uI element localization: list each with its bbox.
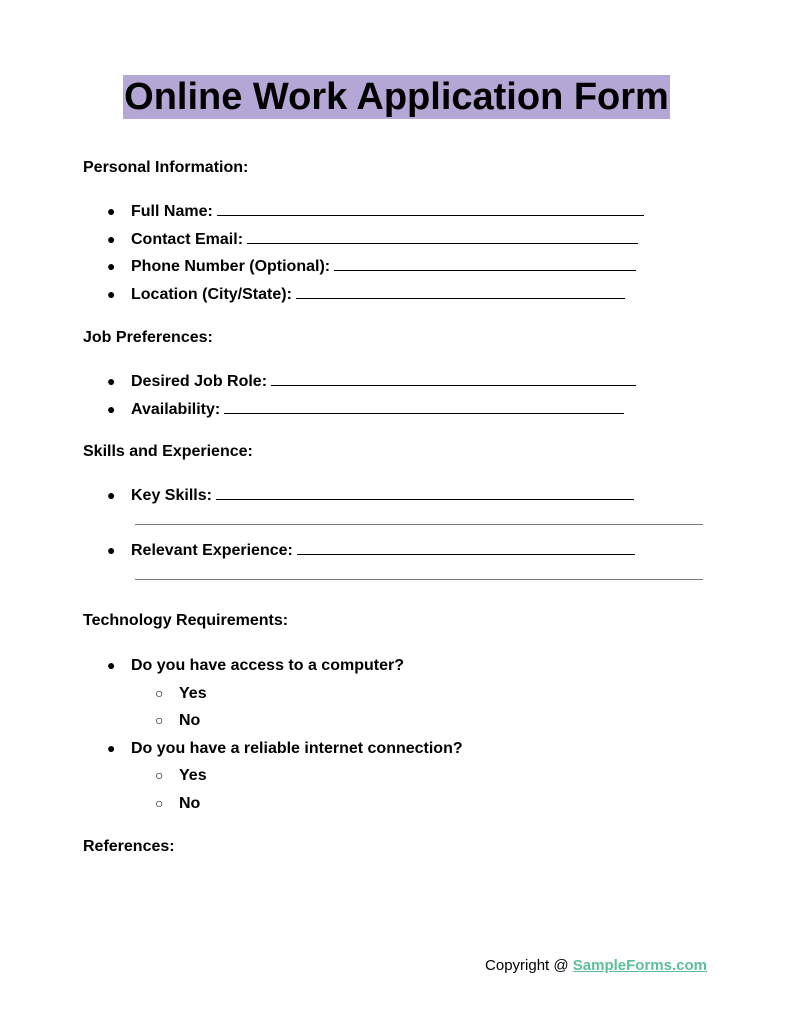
full-name-field[interactable] [217,201,644,216]
contact-email-item [107,229,638,250]
circle-bullet-icon: ○ [155,685,164,701]
key-skills-label: Key Skills: [131,487,212,504]
full-name-item [107,201,644,222]
bullet-icon: ● [107,657,116,673]
contact-email-label: Contact Email: [131,231,244,248]
key-skills-field[interactable] [216,485,634,500]
phone-item [107,256,636,277]
location-label: Location (City/State): [131,286,292,303]
key-skills-extra-line[interactable] [135,524,703,525]
computer-question-label: Do you have access to a computer? [131,657,404,674]
availability-item [107,399,624,420]
bullet-icon: ● [107,401,116,417]
experience-extra-line[interactable] [135,579,703,580]
experience-field[interactable] [297,540,635,555]
brand-link[interactable]: SampleForms.com [572,957,707,974]
bullet-icon: ● [107,373,116,389]
technology-heading: Technology Requirements: [83,612,289,629]
circle-bullet-icon: ○ [155,795,164,811]
personal-info-heading: Personal Information: [83,159,249,176]
desired-role-label: Desired Job Role: [131,373,268,390]
computer-yes-label: Yes [179,685,207,702]
copyright-footer [485,957,707,975]
bullet-icon: ● [107,203,116,219]
internet-question-label: Do you have a reliable internet connection? [131,740,463,757]
computer-no-option[interactable] [155,710,200,731]
internet-no-label: No [179,795,201,812]
bullet-icon: ● [107,740,116,756]
bullet-icon: ● [107,542,116,558]
computer-yes-option[interactable] [155,683,207,704]
experience-label: Relevant Experience: [131,542,293,559]
full-name-label: Full Name: [131,203,213,220]
desired-role-field[interactable] [271,371,636,386]
computer-no-label: No [179,712,201,729]
availability-field[interactable] [224,399,624,414]
bullet-icon: ● [107,487,116,503]
availability-label: Availability: [131,401,221,418]
location-field[interactable] [296,284,625,299]
key-skills-item [107,485,634,506]
phone-field[interactable] [334,256,636,271]
phone-label: Phone Number (Optional): [131,258,331,275]
bullet-icon: ● [107,231,116,247]
experience-item [107,540,635,561]
location-item [107,284,625,305]
internet-yes-option[interactable] [155,765,207,786]
bullet-icon: ● [107,258,116,274]
copyright-text: Copyright @ [485,957,573,974]
internet-no-option[interactable] [155,793,200,814]
title-container [0,75,793,119]
circle-bullet-icon: ○ [155,767,164,783]
bullet-icon: ● [107,286,116,302]
internet-question [107,738,463,759]
job-preferences-heading: Job Preferences: [83,329,213,346]
contact-email-field[interactable] [247,229,638,244]
skills-heading: Skills and Experience: [83,443,253,460]
internet-yes-label: Yes [179,767,207,784]
circle-bullet-icon: ○ [155,712,164,728]
references-heading: References: [83,838,175,855]
desired-role-item [107,371,636,392]
page-title: Online Work Application Form [124,76,669,118]
computer-question [107,655,404,676]
